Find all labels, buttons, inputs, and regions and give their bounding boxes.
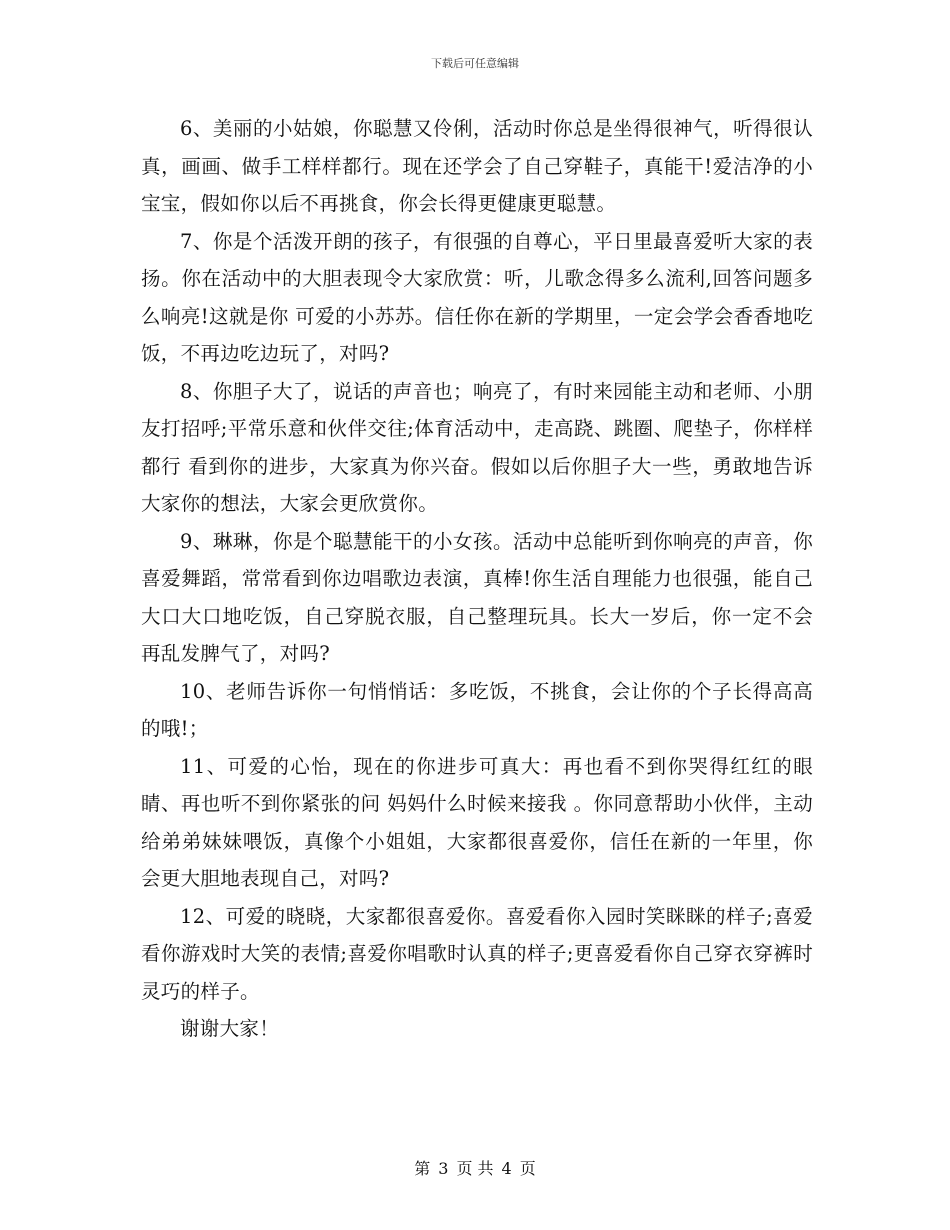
paragraph-6: 6、美丽的小姑娘，你聪慧又伶俐，活动时你总是坐得很神气，听得很认真，画画、做手工样样都行。现在还学会了自己穿鞋子，真能干!爱洁净的小宝宝，假如你以后不再挑食，你会长得更健康更聪慧。 bbox=[141, 117, 813, 215]
paragraph-8: 8、你胆子大了，说话的声音也；响亮了，有时来园能主动和老师、小朋友打招呼;平常乐意和伙伴交往;体育活动中，走高跷、跳圈、爬垫子，你样样都行 看到你的进步，大家真为你兴奋。假如以后你胆子大一些，勇敢地告诉大家你的想法，大家会更欣赏你。 bbox=[141, 379, 813, 515]
total-page-number: 4 bbox=[501, 1159, 512, 1178]
paragraph-9: 9、琳琳，你是个聪慧能干的小女孩。活动中总能听到你响亮的声音，你喜爱舞蹈，常常看到你边唱歌边表演，真棒!你生活自理能力也很强，能自己大口大口地吃饭，自己穿脱衣服，自己整理玩具。长大一岁后，你一定不会再乱发脾气了，对吗? bbox=[141, 529, 813, 665]
footer-suffix: 页 bbox=[519, 1159, 536, 1178]
page-header-note: 下载后可任意编辑 bbox=[431, 57, 519, 70]
paragraph-11: 11、可爱的心怡，现在的你进步可真大：再也看不到你哭得红红的眼睛、再也听不到你紧张的问 妈妈什么时候来接我 。你同意帮助小伙伴，主动给弟弟妹妹喂饭，真像个小姐姐，大家都很喜爱你，信任在新的一年里，你会更大胆地表现自己，对吗? bbox=[141, 754, 813, 890]
paragraph-7: 7、你是个活泼开朗的孩子，有很强的自尊心，平日里最喜爱听大家的表扬。你在活动中的大胆表现令大家欣赏：听，儿歌念得多么流利,回答问题多么响亮!这就是你 可爱的小苏苏。信任你在新的学期里，一定会学会香香地吃饭，不再边吃边玩了，对吗? bbox=[141, 229, 813, 365]
current-page-number: 3 bbox=[438, 1159, 449, 1178]
footer-mid: 页 共 bbox=[456, 1159, 494, 1178]
paragraph-10: 10、老师告诉你一句悄悄话：多吃饭，不挑食，会让你的个子长得高高的哦!； bbox=[141, 679, 813, 740]
closing-thanks: 谢谢大家！ bbox=[180, 1017, 280, 1040]
footer-prefix: 第 bbox=[414, 1159, 431, 1178]
page-footer bbox=[0, 1156, 950, 1179]
document-body bbox=[141, 110, 813, 1048]
paragraph-12: 12、可爱的晓晓，大家都很喜爱你。喜爱看你入园时笑眯眯的样子;喜爱看你游戏时大笑的表情;喜爱你唱歌时认真的样子;更喜爱看你自己穿衣穿裤时灵巧的样子。 bbox=[141, 904, 813, 1003]
